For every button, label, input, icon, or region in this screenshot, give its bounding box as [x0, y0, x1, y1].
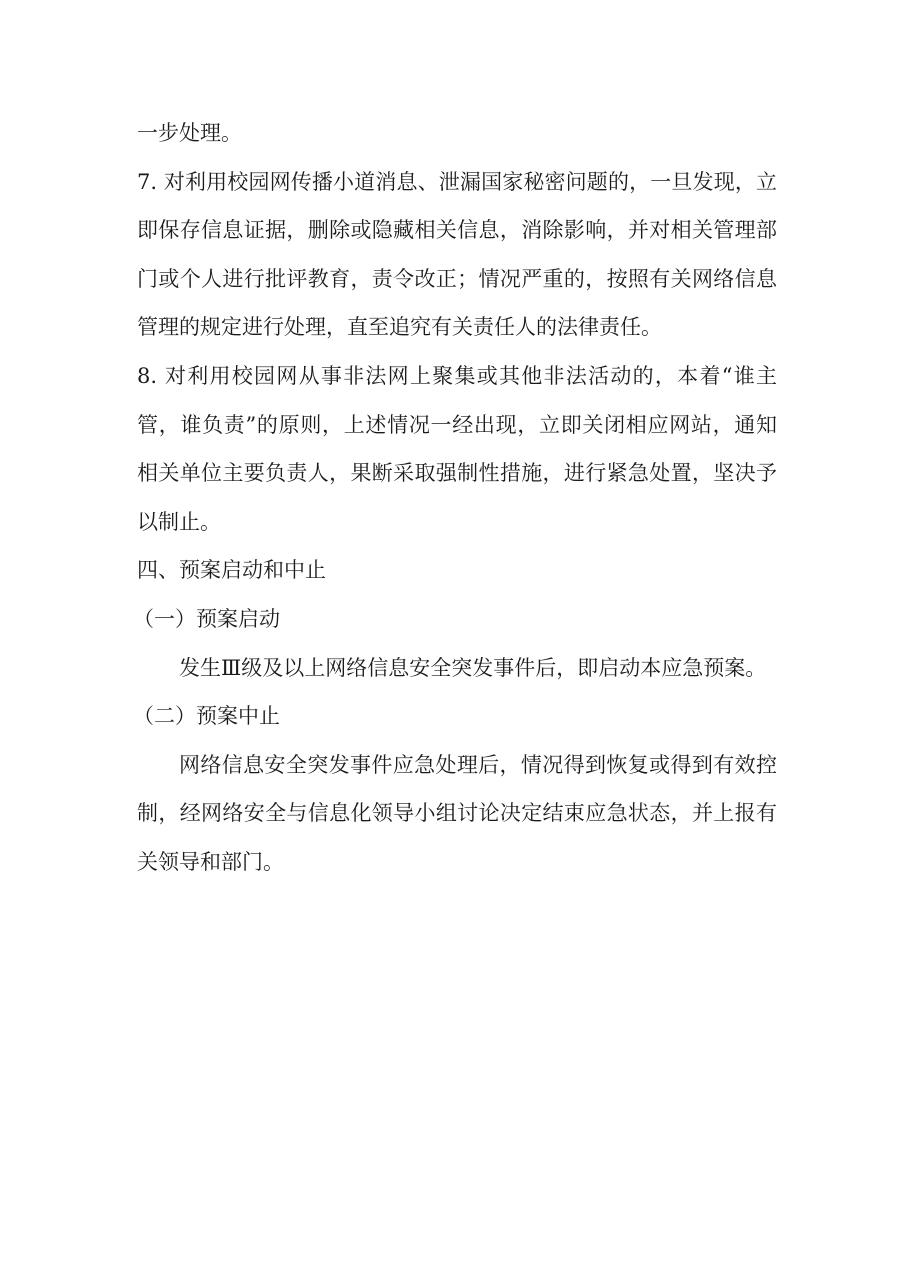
paragraph-start: 发生Ⅲ级及以上网络信息安全突发事件后，即启动本应急预案。 [179, 655, 767, 680]
subsection-heading-start: （一）预案启动 [133, 606, 280, 631]
subsection-heading-stop: （二）预案中止 [133, 704, 280, 729]
document-body [133, 109, 777, 887]
paragraph-item-8: 8. 对利用校园网从事非法网上聚集或其他非法活动的，本着“谁主管，谁负责”的原则，上述情况一经出现，立即关闭相应网站，通知相关单位主要负责人，果断采取强制性措施，进行紧急处置，坚决予以制止。 [137, 363, 777, 534]
paragraph-continuation: 一步处理。 [137, 121, 242, 145]
paragraph-item-7: 7. 对利用校园网传播小道消息、泄漏国家秘密问题的，一旦发现，立即保存信息证据，删除或隐藏相关信息，消除影响，并对相关管理部门或个人进行批评教育，责令改正；情况严重的，按照有关网络信息管理的规定进行处理，直至追究有关责任人的法律责任。 [137, 169, 777, 340]
paragraph-stop: 网络信息安全突发事件应急处理后，情况得到恢复或得到有效控制，经网络安全与信息化领导小组讨论决定结束应急状态，并上报有关领导和部门。 [137, 752, 777, 874]
section-heading: 四、预案启动和中止 [137, 558, 326, 583]
